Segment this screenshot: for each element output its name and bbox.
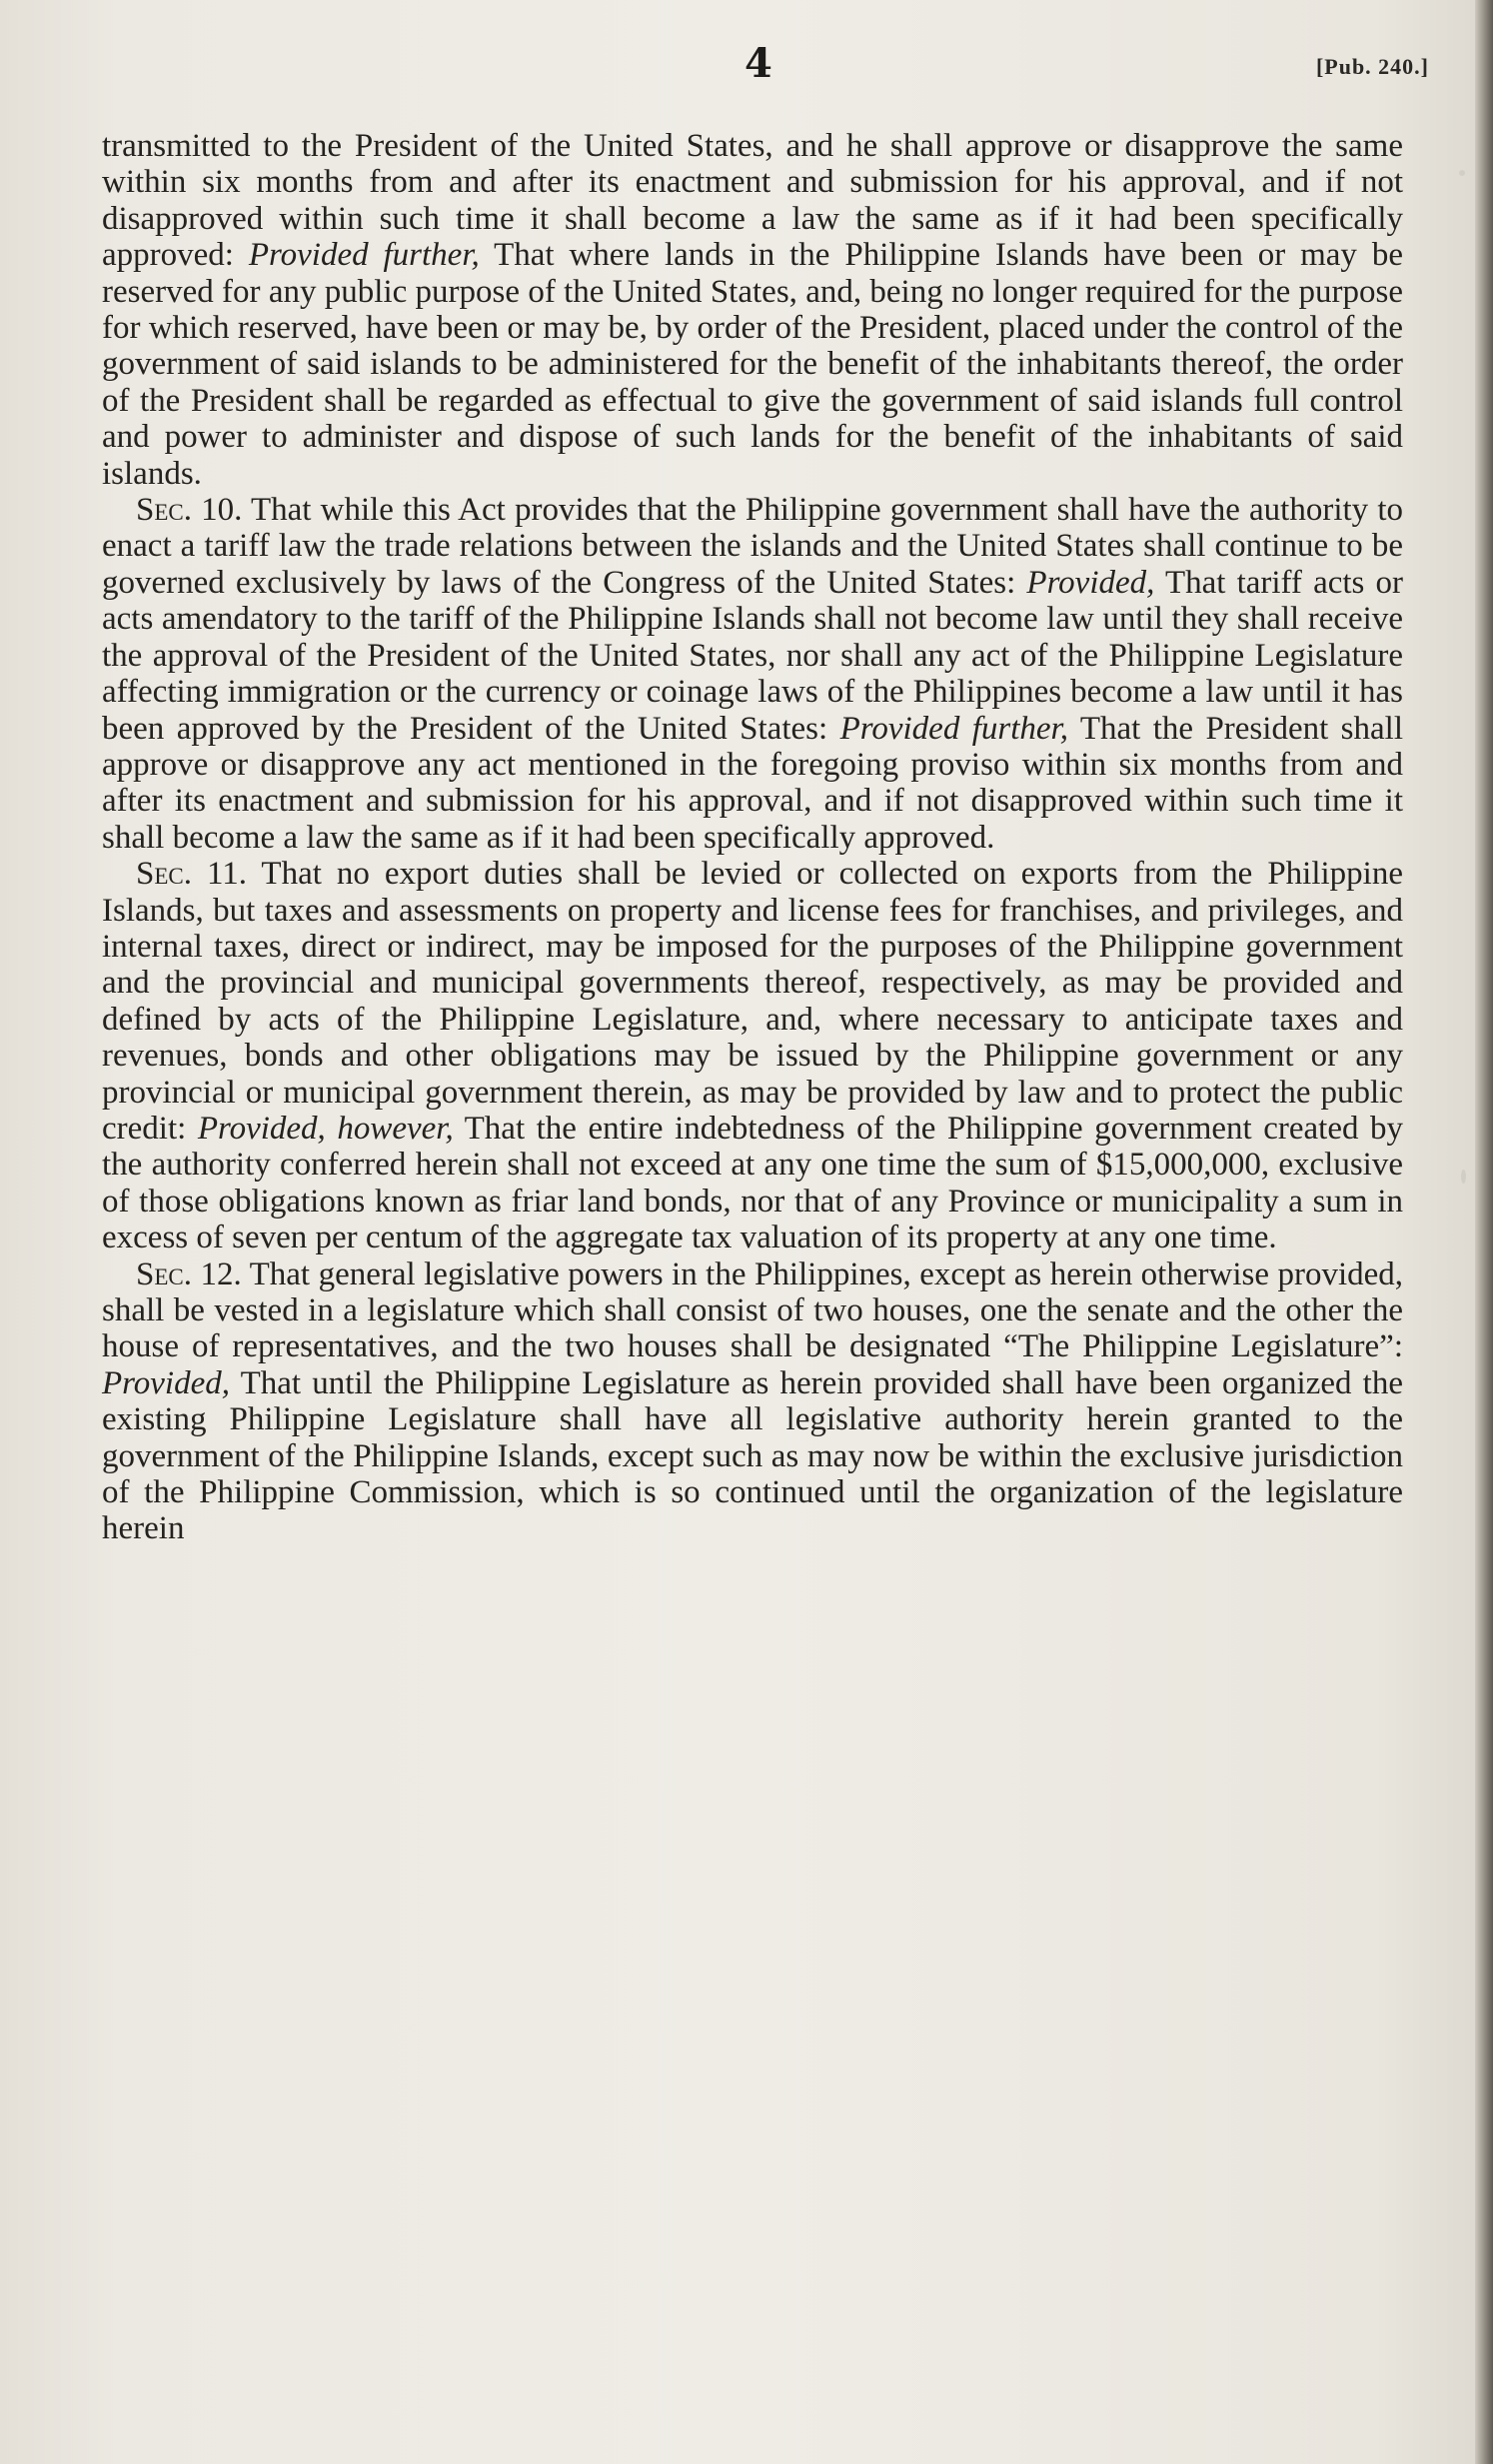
text-run: That while this Act provides that the Philippine government shall have the authority to enact a tariff law the trade relations between the islands and the United States shall continue to be governed exclusively by laws of the Congress of the United States: bbox=[102, 492, 1403, 601]
proviso-phrase: Provided, bbox=[1026, 564, 1155, 601]
text-run: That the President shall approve or disapprove any act mentioned in the foregoing proviso within six months from and after its enactment and submission for his approval, and if not disapproved within such time it shall become a law the same as if it had been specifically approved. bbox=[102, 710, 1403, 856]
section-label: Sec. 10. bbox=[136, 492, 243, 529]
text-run: That the entire indebtedness of the Philippine government created by the authority conferred herein shall not exceed at any one time the sum of $15,000,000, exclusive of those obligations known as friar land bonds, nor that of any Province or municipality a sum in excess of seven per centum of the aggregate tax valuation of its property at any one time. bbox=[102, 1110, 1404, 1256]
section-label: Sec. 11. bbox=[136, 856, 248, 893]
page-number: 4 bbox=[745, 40, 772, 87]
paragraph-sec-10 bbox=[102, 492, 1403, 856]
text-run: That general legislative powers in the Philippines, except as herein otherwise provided, shall be vested in a legislature which shall consist of two houses, one the senate and the other the house of representatives, and the two houses shall be designated “The Philippine Legislature”: bbox=[102, 1255, 1404, 1365]
proviso-phrase: Provided, bbox=[102, 1364, 230, 1401]
paper-smudge bbox=[1459, 170, 1465, 176]
proviso-phrase: Provided further, bbox=[248, 237, 480, 274]
proviso-phrase: Provided, however, bbox=[197, 1110, 454, 1147]
text-run: transmitted to the President of the United States, and he shall approve or disapprove the same within six months from and after its enactment and submission for his approval, and if not disapproved within such time it shall become a law the same as if it had been specifically approved: bbox=[102, 128, 1403, 274]
text-run: That where lands in the Philippine Islands have been or may be reserved for any public purpose of the United States, and, being no longer required for the purpose for which reserved, have been or may be, by order of the President, placed under the control of the government of said islands to be administered for the benefit of the inhabitants thereof, the order of the President shall be regarded as effectual to give the government of said islands full control and power to administer and dispose of such lands for the benefit of the inhabitants of said islands. bbox=[102, 237, 1403, 492]
text-run: That no export duties shall be levied or collected on exports from the Philippine Islands, but taxes and assessments on property and license fees for franchises, and privileges, and internal taxes, direct or indirect, may be imposed for the purposes of the Philippine government and the provincial and municipal governments thereof, respectively, as may be provided and defined by acts of the Philippine Legislature, and, where necessary to anticipate taxes and revenues, bonds and other obligations may be issued by the Philippine government or any provincial or municipal government therein, as may be provided by law and to protect the public credit: bbox=[102, 856, 1403, 1147]
paragraph-sec-11 bbox=[102, 856, 1403, 1255]
paper-smudge bbox=[1461, 1170, 1466, 1184]
text-run: That tariff acts or acts amendatory to the tariff of the Philippine Islands shall not become law until they shall receive the approval of the President of the United States, nor shall any act of the Philippine Legislature affecting immigration or the currency or coinage laws of the Philippines become a law until it has been approved by the President of the United States: bbox=[102, 564, 1404, 747]
page-edge-shadow bbox=[1475, 0, 1493, 2464]
page-header bbox=[100, 40, 1429, 100]
text-run: That until the Philippine Legislature as herein provided shall have been organized the existing Philippine Legislature shall have all legislative authority herein granted to the government of the Philippine Islands, except such as may now be within the exclusive jurisdiction of the Philippine Commission, which is so continued until the organization of the legislature herein bbox=[102, 1364, 1403, 1547]
document-body bbox=[102, 128, 1403, 1547]
section-label: Sec. 12. bbox=[136, 1255, 242, 1292]
publication-reference: [Pub. 240.] bbox=[1315, 54, 1429, 79]
proviso-phrase: Provided further, bbox=[839, 710, 1068, 747]
paragraph-sec-12 bbox=[102, 1256, 1403, 1547]
paragraph-continuation bbox=[102, 128, 1403, 492]
